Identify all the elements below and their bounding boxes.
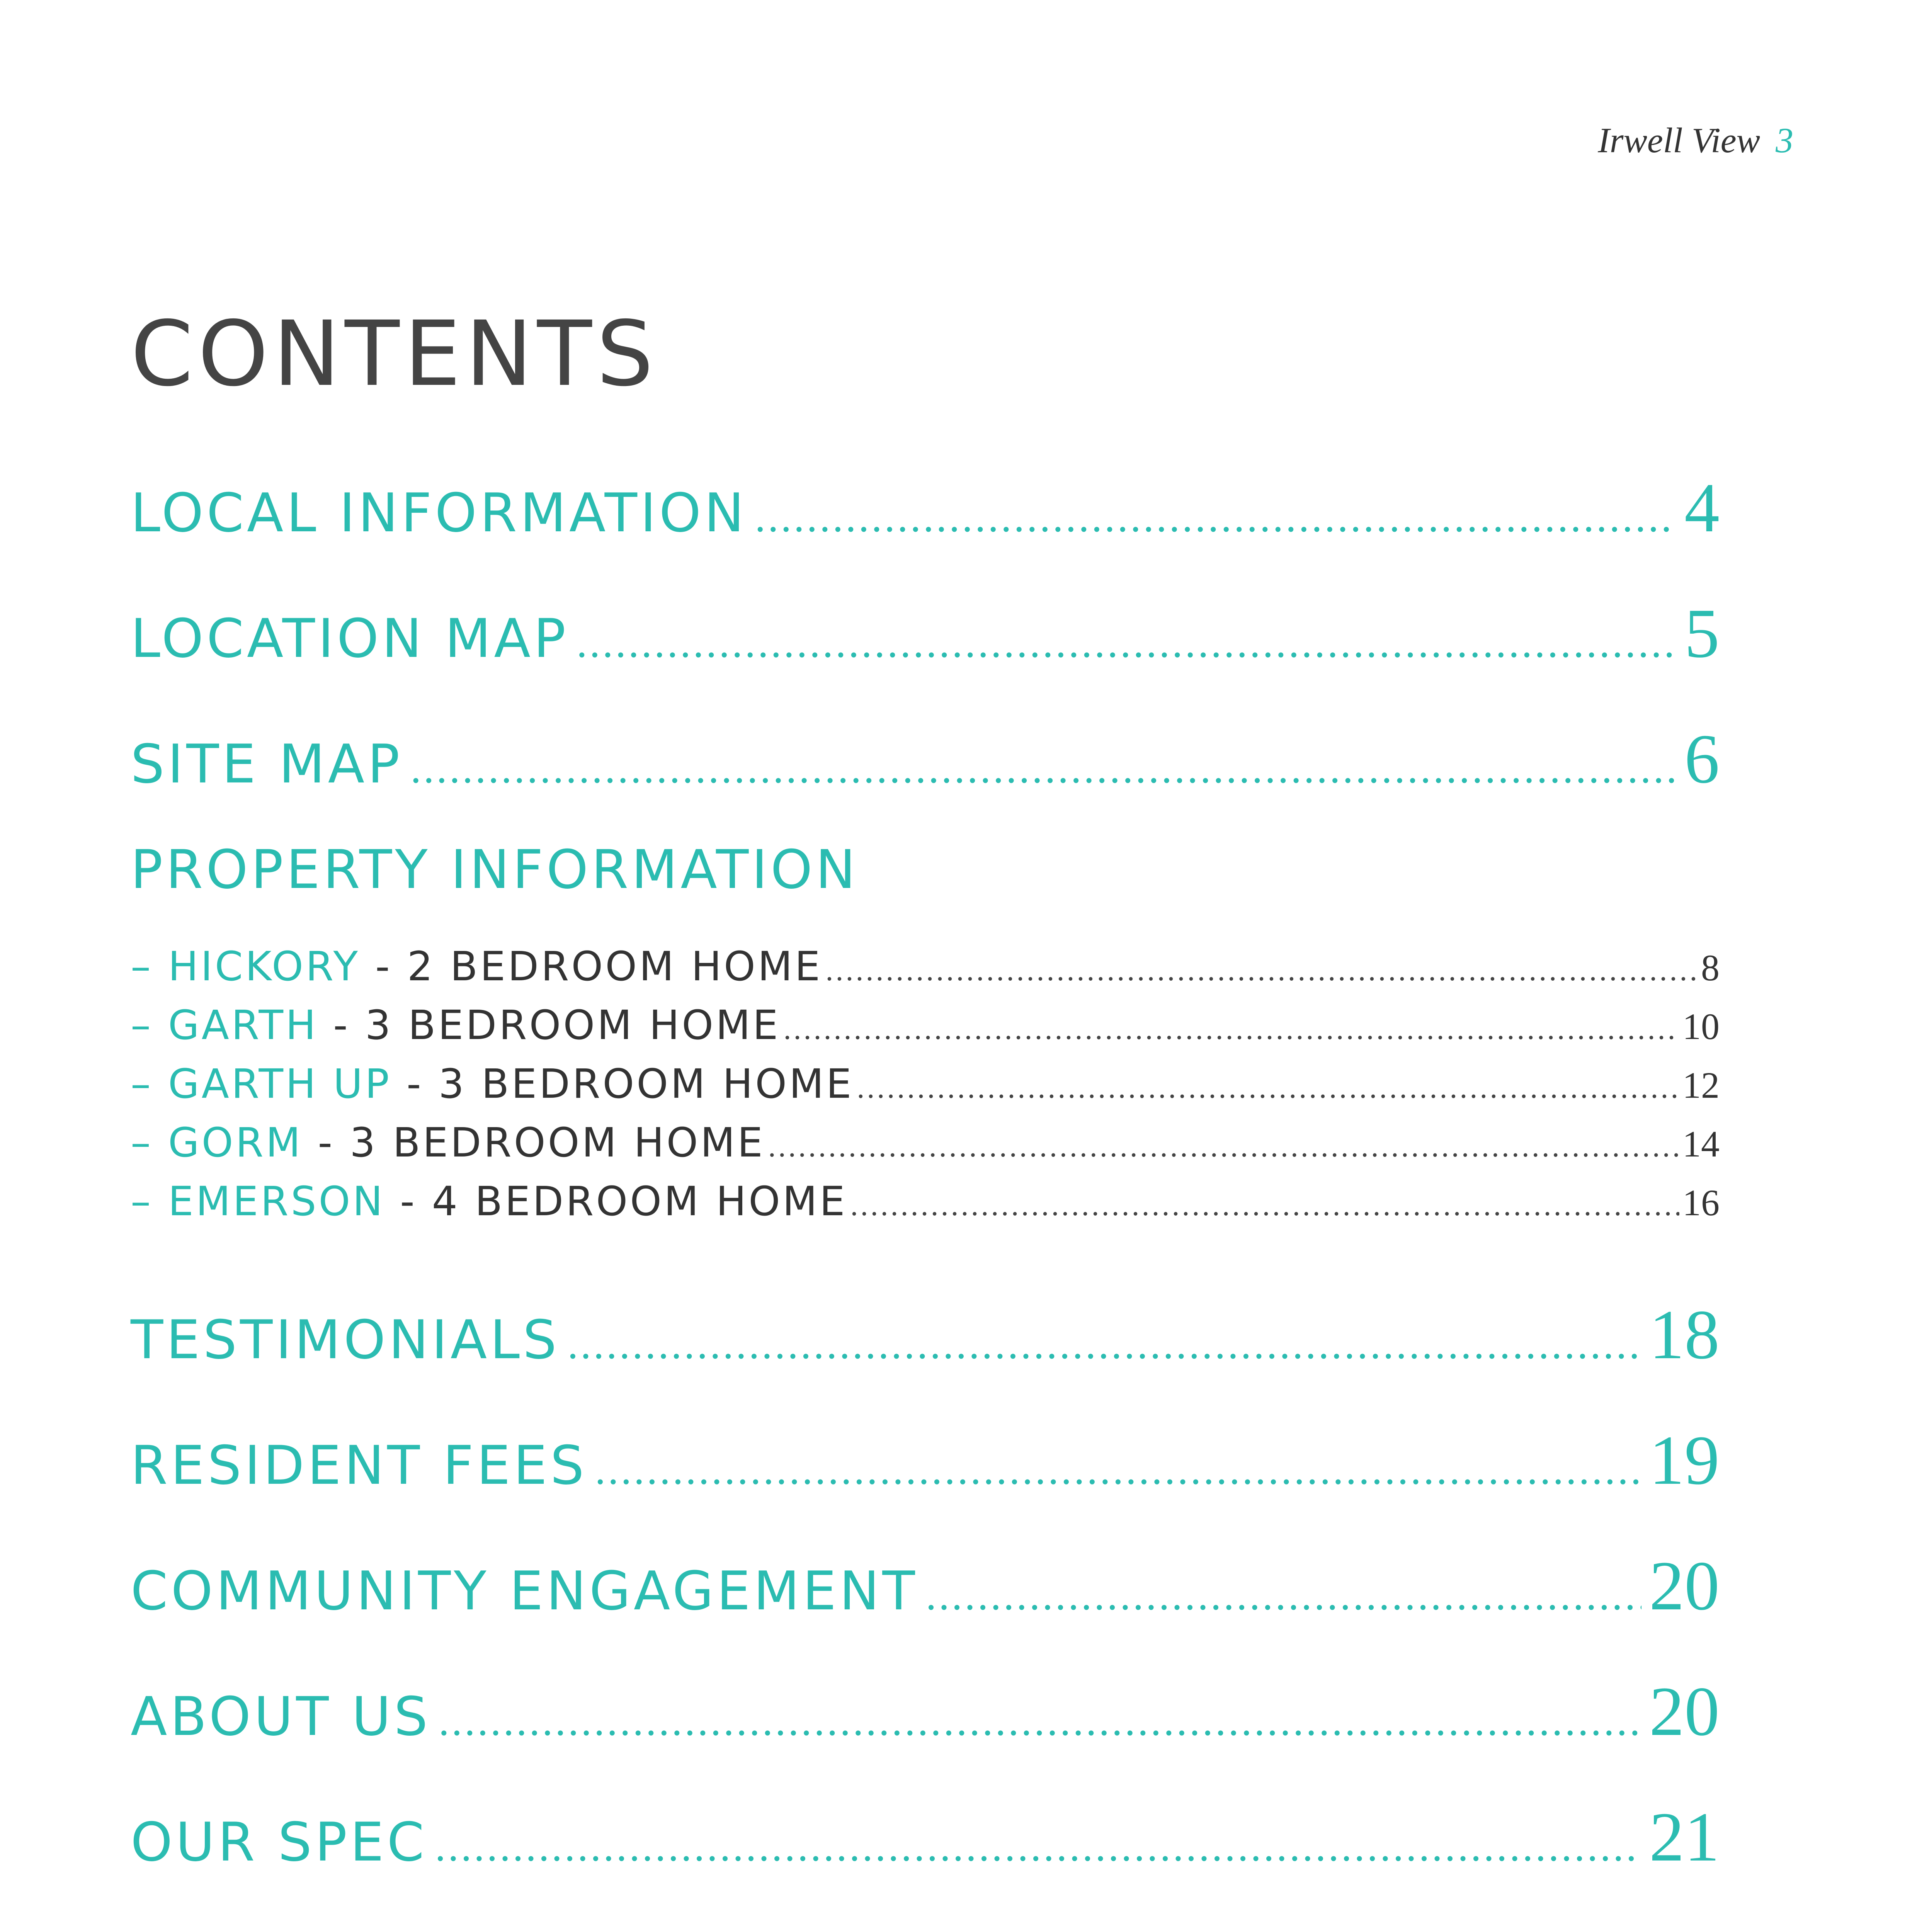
house-type-name: – GARTH [131,1002,318,1049]
toc-entry-label: OUR SPEC [131,1811,427,1873]
toc-entry-about-us[interactable] [131,1671,1720,1752]
dot-leader [768,1129,1679,1164]
dot-leader [439,1696,1641,1745]
toc-entry-site-map[interactable] [131,719,1720,799]
toc-subentry-label [131,1060,854,1107]
house-type-description: - 3 BEDROOM HOME [391,1060,854,1107]
toc-subentry-gorm[interactable] [131,1119,1720,1166]
toc-entry-page: 18 [1649,1296,1720,1374]
house-type-name: – GARTH UP [131,1060,392,1107]
toc-entry-label: ABOUT US [131,1685,431,1748]
toc-entry-page: 20 [1649,1547,1720,1625]
dot-leader [755,493,1677,542]
toc-subentry-page: 10 [1682,1006,1720,1047]
toc-entry-page: 4 [1684,469,1720,547]
toc-entry-page: 6 [1684,720,1720,798]
dot-leader [857,1070,1679,1105]
toc-entry-community-engagement[interactable] [131,1546,1720,1626]
dot-leader [595,1445,1641,1494]
toc-entry-label: LOCATION MAP [131,607,569,670]
toc-subentry-page: 14 [1682,1123,1720,1165]
toc-entry-label: RESIDENT FEES [131,1434,587,1497]
toc-entry-testimonials[interactable] [131,1294,1720,1375]
toc-subentry-page: 8 [1701,947,1720,988]
toc-entry-local-information[interactable] [131,468,1720,548]
dot-leader [784,1012,1679,1047]
house-type-name: – EMERSON [131,1178,385,1225]
toc-entry-our-spec[interactable] [131,1797,1720,1878]
toc-entry-page: 20 [1649,1673,1720,1750]
toc-entry-label: SITE MAP [131,733,403,795]
toc-subentry-garth[interactable] [131,1002,1720,1049]
toc-entry-label: COMMUNITY ENGAGEMENT [131,1560,918,1622]
toc-subentry-emerson[interactable] [131,1178,1720,1225]
dot-leader [410,744,1677,793]
toc-entry-page: 21 [1649,1798,1720,1876]
toc-subentry-page: 12 [1682,1065,1720,1106]
toc-entry-resident-fees[interactable] [131,1420,1720,1501]
toc-subentry-label [131,1119,765,1166]
toc-entry-label: LOCAL INFORMATION [131,482,747,544]
property-information-heading: PROPERTY INFORMATION [131,838,859,901]
running-header [1598,120,1793,161]
document-title: Irwell View [1598,121,1760,160]
page-number: 3 [1776,121,1793,160]
house-type-name: – GORM [131,1119,303,1166]
house-type-description: - 3 BEDROOM HOME [318,1002,781,1049]
toc-subentry-label [131,943,822,990]
toc-subentry-page: 16 [1682,1182,1720,1223]
house-type-description: - 2 BEDROOM HOME [360,943,823,990]
dot-leader [926,1571,1641,1620]
dot-leader [850,1188,1679,1223]
toc-entry-location-map[interactable] [131,593,1720,674]
toc-subentry-hickory[interactable] [131,943,1720,990]
toc-entry-label: TESTIMONIALS [131,1309,560,1371]
contents-title: CONTENTS [131,302,658,406]
toc-subentry-garth-up[interactable] [131,1060,1720,1107]
house-type-name: – HICKORY [131,943,361,990]
dot-leader [568,1320,1641,1369]
dot-leader [825,953,1698,988]
toc-entry-page: 19 [1649,1422,1720,1499]
house-type-description: - 3 BEDROOM HOME [303,1119,765,1166]
house-type-description: - 4 BEDROOM HOME [385,1178,847,1225]
dot-leader [435,1822,1641,1871]
toc-entry-page: 5 [1684,595,1720,672]
toc-subentry-label [131,1002,781,1049]
dot-leader [577,618,1677,667]
toc-subentry-label [131,1178,847,1225]
